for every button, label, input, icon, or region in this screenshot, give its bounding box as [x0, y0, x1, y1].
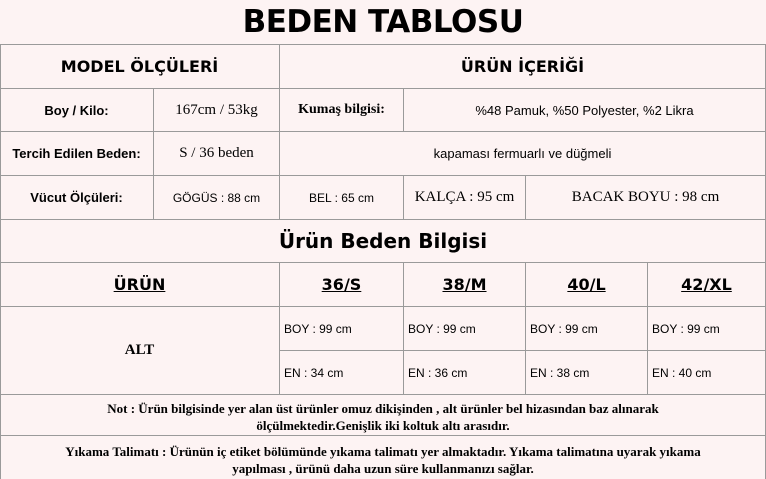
size-header-40l: 40/L: [567, 275, 606, 294]
size-header-42xl: 42/XL: [681, 275, 732, 294]
boy-value-40l: BOY : 99 cm: [530, 321, 598, 336]
preferred-size-label: Tercih Edilen Beden:: [12, 146, 141, 161]
en-value-40l: EN : 38 cm: [530, 365, 590, 380]
boy-value-36s: BOY : 99 cm: [284, 321, 352, 336]
boy-value-42xl: BOY : 99 cm: [652, 321, 720, 336]
product-content-heading: ÜRÜN İÇERİĞİ: [460, 57, 585, 76]
model-measurements-heading: MODEL ÖLÇÜLERİ: [60, 57, 219, 76]
product-column-header: ÜRÜN: [113, 275, 166, 294]
fabric-label: Kumaş bilgisi:: [298, 102, 385, 117]
size-header-36s: 36/S: [321, 275, 362, 294]
closure-info: kapaması fermuarlı ve düğmeli: [433, 146, 612, 161]
fabric-value: %48 Pamuk, %50 Polyester, %2 Likra: [475, 102, 694, 118]
boy-value-38m: BOY : 99 cm: [408, 321, 476, 336]
leg-length-measurement: BACAK BOYU : 98 cm: [571, 189, 720, 205]
en-value-38m: EN : 36 cm: [408, 365, 468, 380]
washing-instruction-line1: Yıkama Talimatı : Ürünün iç etiket bölümünde yıkama talimatı yer almaktadır. Yıkama talimatına uyarak yıkama: [65, 444, 701, 459]
measurement-note-line1: Not : Ürün bilgisinde yer alan üst ürünler omuz dikişinden , alt ürünler bel hizasından baz alınarak: [107, 401, 659, 416]
washing-instruction-line2: yapılması , ürünü daha uzun süre kullanmanızı sağlar.: [232, 461, 534, 476]
page-title: BEDEN TABLOSU: [242, 4, 524, 40]
hip-measurement: KALÇA : 95 cm: [414, 189, 515, 205]
body-measurements-label: Vücut Ölçüleri:: [30, 190, 123, 205]
en-value-42xl: EN : 40 cm: [652, 365, 712, 380]
height-weight-value: 167cm / 53kg: [175, 101, 258, 118]
grid-line: [0, 435, 766, 436]
height-weight-label: Boy / Kilo:: [44, 102, 109, 118]
measurement-note-line2: ölçülmektedir.Genişlik iki koltuk altı arasıdır.: [256, 418, 510, 433]
grid-line: [0, 394, 766, 395]
chest-measurement: GÖGÜS : 88 cm: [172, 190, 261, 205]
waist-measurement: BEL : 65 cm: [309, 190, 374, 205]
preferred-size-value: S / 36 beden: [179, 145, 254, 161]
size-header-38m: 38/M: [442, 275, 487, 294]
product-name-alt: ALT: [124, 342, 155, 358]
size-info-heading: Ürün Beden Bilgisi: [278, 229, 488, 253]
en-value-36s: EN : 34 cm: [284, 365, 344, 380]
